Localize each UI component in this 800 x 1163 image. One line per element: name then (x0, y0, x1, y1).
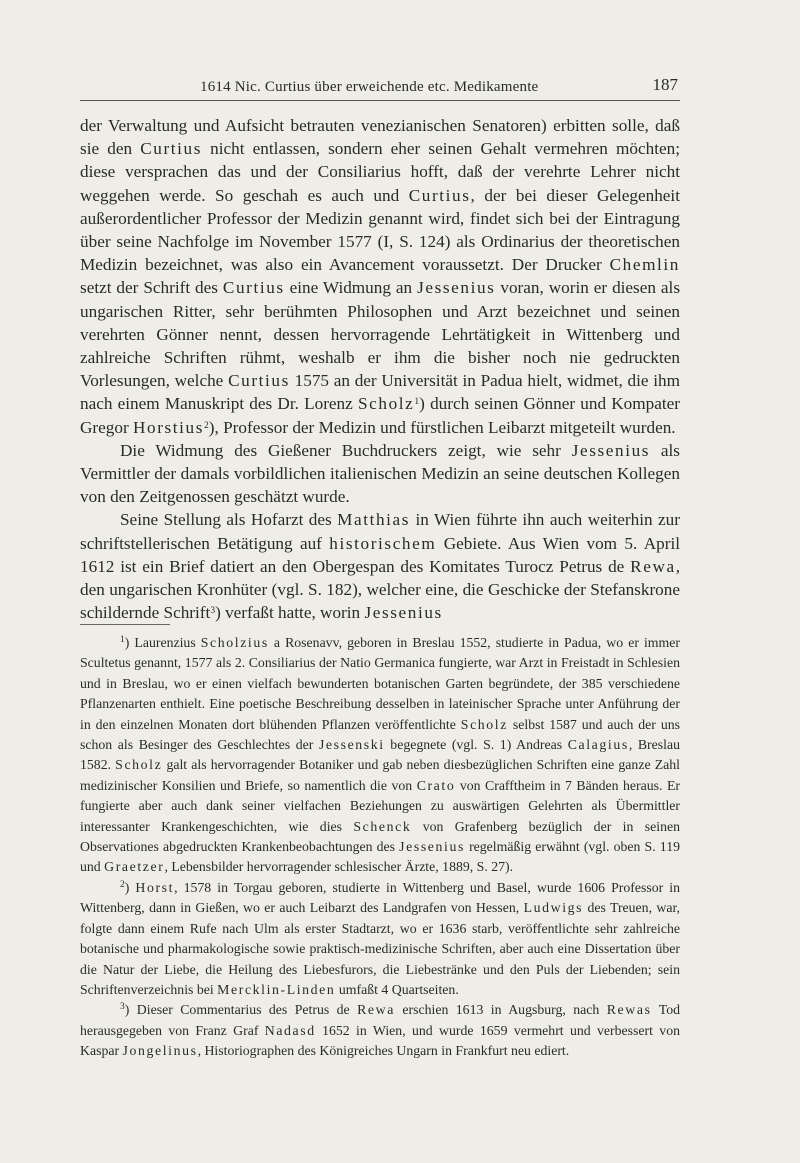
footnote-ref: 3 (210, 606, 216, 617)
spaced-name: Rewa (630, 556, 676, 576)
spaced-name: Curtius (140, 139, 203, 159)
footnote: $^3$) Dieser Commentarius des Petrus de Rewa erschien 1613 in Augsburg, nach Rewas Tod herausgegeben von Franz Graf Nadasd 1652 in Wien, und wurde 1659 vermehrt und verbessert von Kaspar Jongelinus, Historiographen des Königreiches Ungarn in Frankfurt neu ediert. (80, 1002, 680, 1059)
spaced-name: Rewa (357, 1002, 395, 1018)
spaced-name: Scholz (358, 394, 415, 414)
main-text (80, 114, 680, 624)
running-title: 1614 Nic. Curtius über erweichende etc. Medikamente (200, 79, 539, 95)
paragraph: Seine Stellung als Hofarzt des Matthias in Wien führte ihn auch weiterhin zur schriftstellerischen Betätigung auf historischem Gebiete. Aus Wien vom 5. April 1612 ist ein Brief datiert an den Obergespan des Komitates Turocz Petrus de Rewa, den ungarischen Kronhüter (vgl. S. 182), welcher eine, die Geschicke der Stefanskrone schildernde Schrift$^3$) verfaßt hatte, worin Jessenius (80, 510, 680, 623)
spaced-name: Horst (135, 879, 175, 895)
footnote-ref: 2 (204, 420, 209, 431)
paragraph: Die Widmung des Gießener Buchdruckers zeigt, wie sehr Jessenius als Vermittler der damals vorbildlichen italienischen Medizin an seine deutschen Kollegen von den Zeitgenossen geschätzt wurde. (80, 440, 681, 507)
spaced-name: Graetzer (104, 859, 165, 875)
footnote-ref: 1 (414, 397, 420, 408)
footnote-number: 1 (120, 635, 125, 645)
spaced-name: Crato (416, 777, 456, 793)
spaced-name: Chemlin (609, 255, 680, 275)
footnote-number: 3 (120, 1002, 125, 1013)
spaced-name: Jessenius (417, 278, 496, 298)
spaced-name: Calagius (567, 737, 629, 753)
spaced-name: Rewas (606, 1002, 652, 1018)
footnote-number: 2 (120, 879, 125, 890)
spaced-name: Curtius (228, 371, 290, 391)
spaced-name: Scholz (115, 757, 163, 773)
spaced-name: Mercklin-Linden (217, 981, 336, 997)
spaced-name: Jessenius (364, 603, 443, 623)
spaced-name: Jessenius (571, 440, 651, 460)
spaced-name: Schenck (353, 818, 412, 834)
spaced-name: Jessenius (399, 839, 465, 855)
spaced-name: Matthias (337, 510, 411, 530)
spaced-name: Scholz (460, 716, 508, 732)
footnotes (80, 633, 680, 1062)
footnote: $^2$) Horst, 1578 in Torgau geboren, studierte in Wittenberg und Basel, wurde 1606 Professor in Wittenberg, dann in Gießen, wo er auch Leibarzt des Landgrafen von Hessen, Ludwigs des Treuen, war, folgte dann einem Rufe nach Ulm als erster Stadtarzt, wo er 1636 starb, veröffentlichte sehr zahlreiche botanische und pharmakologische sowie praktisch-medizinische Schriften, aber auch eine Dissertation über die Natur der Liebe, die Heilung des Liebesfurors, die Liebestränke und den Puls der Liebenden; sein Schriftenverzeichnis bei Mercklin-Linden umfaßt 4 Quartseiten. (80, 879, 681, 997)
footnote: $^1$) Laurenzius Scholzius a Rosenavv, geboren in Breslau 1552, studierte in Padua, wo er immer Scultetus genannt, 1577 als 2. Consiliarius der Natio Germanica fungierte, war Arzt in Freistadt in Schlesien und in Breslau, wo er einen vielfach bewunderten botanischen Garten begründete, der 385 verschiedene Pflanzenarten enthielt. Eine poetische Beschreibung desselben in lateinischer Sprache unter Anführung der in den einzelnen Monaten dort blühenden Pflanzen veröffentlichte Scholz selbst 1587 und auch der uns schon als Besinger des Geschlechtes der Jessenski begegnete (vgl. S. 1) Andreas Calagius, Breslau 1582. Scholz galt als hervorragender Botaniker und gab neben diesbezüglichen Schriften eine ganze Zahl medizinischer Konsilien und Briefe, so namentlich die von Crato von Crafftheim in 7 Bänden heraus. Er fungierte aber auch dank seiner vielfachen Beziehungen zu auswärtigen Gelehrten als Übermittler interessanter Krankengeschichten, wie dies Schenck von Grafenberg bezüglich der in seinen Observationes abgedruckten Krankenbeobachtungen des Jessenius regelmäßig erwähnt (vgl. oben S. 119 und Graetzer, Lebensbilder hervorragender schlesischer Ärzte, 1889, S. 27). (80, 635, 681, 875)
spaced-name: Scholzius (200, 635, 269, 650)
footnote-rule (80, 624, 170, 625)
spaced-name: Curtius (222, 278, 285, 298)
spaced-name: Nadasd (264, 1022, 316, 1038)
spaced-name: Curtius (408, 185, 471, 205)
spaced-name: Horstius (132, 417, 205, 437)
spaced-name: Jessenski (318, 737, 385, 753)
paragraph: der Verwaltung und Aufsicht betrauten venezianischen Senatoren) erbitten solle, daß sie den Curtius nicht entlassen, sondern eher seinen Gehalt vermehren möchten; diese versprachen das und der Consiliarius hofft, daß der verehrte Lehrer nicht weggehen werde. So geschah es auch und Curtius, der bei dieser Gelegenheit außerordentlicher Professor der Medizin genannt wird, findet sich bei der Eintragung über seine Nachfolge im November 1577 (I, S. 124) als Ordinarius der theoretischen Medizin bezeichnet, was also ein Avancement voraussetzt. Der Drucker Chemlin setzt der Schrift des Curtius eine Widmung an Jessenius voran, worin er diesen als ungarischen Ritter, sehr berühmten Philosophen und Arzt bezeichnet und seinen verehrten Gönner nennt, dessen hervorragende Lehrtätigkeit in Wittenberg und zahlreiche Schriften rühmt, weshalb er ihm die bisher noch nie gedruckten Vorlesungen, welche Curtius 1575 an der Universität in Padua hielt, widmet, die ihm nach einem Manuskript des Dr. Lorenz Scholz$^1$) durch seinen Gönner und Kompater Gregor Horstius$^2$), Professor der Medizin und fürstlichen Leibarzt mitgeteilt wurden. (80, 116, 681, 437)
page-number: 187 (652, 75, 678, 94)
spaced-name: Jongelinus (122, 1043, 198, 1059)
spaced-name: historischem (329, 533, 437, 553)
page-header (80, 76, 680, 101)
spaced-name: Ludwigs (523, 900, 584, 916)
